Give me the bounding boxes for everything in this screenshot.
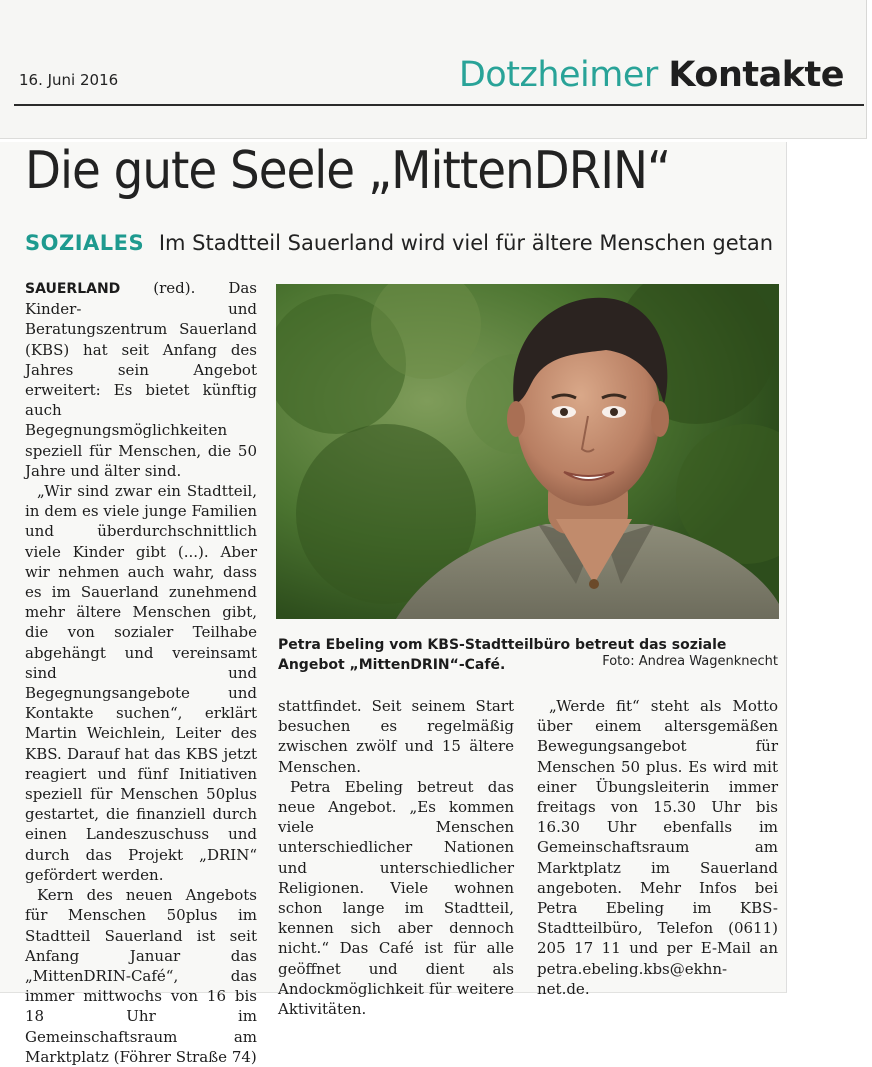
dateline: SAUERLAND [25, 281, 121, 297]
issue-date: 16. Juni 2016 [19, 71, 119, 89]
article-paragraph-3: Kern des neuen Angebots für Menschen 50plus im Stadtteil Sauerland ist seit Anfang Januar das „MittenDRIN-Café“, das immer mittwochs von 16 bis 18 Uhr im Gemeinschaftsraum am Marktplatz (Föhrer Straße 74) [25, 886, 257, 1066]
article-paragraph-5: Petra Ebeling betreut das neue Angebot. „Es kommen viele Menschen unterschiedlicher Nationen und unterschiedlicher Religionen. Viele wohnen schon lange im Stadtteil, kennen sich aber dennoch nicht.“ Das Café ist für alle geöffnet und dient als Andockmöglichkeit für weitere Aktivitäten. [278, 777, 514, 1019]
article-paragraph-2: „Wir sind zwar ein Stadtteil, in dem es viele junge Familien und überdurchschnittlich viele Kinder gibt (...). Aber wir nehmen auch wahr, dass es im Sauerland zunehmend mehr ältere Menschen gibt, die von sozialer Teilhabe abgehängt und vereinsamt sind und Begegnungsangebote und Kontakte suchen“, erklärt Martin Weichlein, Leiter des KBS. Darauf hat das KBS jetzt reagiert und fünf Initiativen speziell für Menschen 50plus gestartet, die finanziell durch einen Landeszuschuss und durch das Projekt „DRIN“ gefördert werden. [25, 482, 257, 884]
article-paragraph-4: stattfindet. Seit seinem Start besuchen es regelmäßig zwischen zwölf und 15 ältere Menschen. [278, 697, 514, 776]
section-kicker: SOZIALES [25, 231, 145, 255]
article-paragraph-1 [25, 278, 257, 481]
photo-caption: Petra Ebeling vom KBS-Stadtteilbüro betreut das soziale Angebot „MittenDRIN“-Café. [278, 637, 727, 673]
portrait-photo [276, 284, 779, 619]
publication-name-part2: Kontakte [668, 55, 844, 95]
publication-name-part1: Dotzheimer [458, 55, 658, 95]
article-subheadline-row [25, 231, 773, 255]
article-column-1 [25, 278, 257, 1067]
photo-credit: Foto: Andrea Wagenknecht [602, 654, 778, 669]
article-column-2 [278, 696, 514, 1019]
article-headline: Die gute Seele „MittenDRIN“ [25, 141, 671, 201]
article-column-3 [537, 696, 778, 999]
masthead-rule [14, 104, 864, 106]
publication-name [459, 55, 844, 95]
article-paragraph-6: „Werde fit“ steht als Motto über einem altersgemäßen Bewegungsangebot für Menschen 50 plus. Es wird mit einer Übungsleiterin immer freitags von 15.30 Uhr bis 16.30 Uhr ebenfalls im Gemeinschaftsraum am Marktplatz im Sauerland angeboten. Mehr Infos bei Petra Ebeling im KBS-Stadtteilbüro, Telefon (0611) 205 17 11 und per E-Mail an petra.ebeling.kbs@ekhn-net.de. [537, 697, 778, 998]
article-subheadline: Im Stadtteil Sauerland wird viel für ältere Menschen getan [158, 231, 774, 255]
article-paragraph-1-text: (red). Das Kinder- und Beratungszentrum Sauerland (KBS) hat seit Anfang des Jahres sein Angebot erweitert: Es bietet künftig auch Begegnungsmöglichkeiten speziell für Menschen, die 50 Jahre und älter sind. [25, 279, 257, 480]
